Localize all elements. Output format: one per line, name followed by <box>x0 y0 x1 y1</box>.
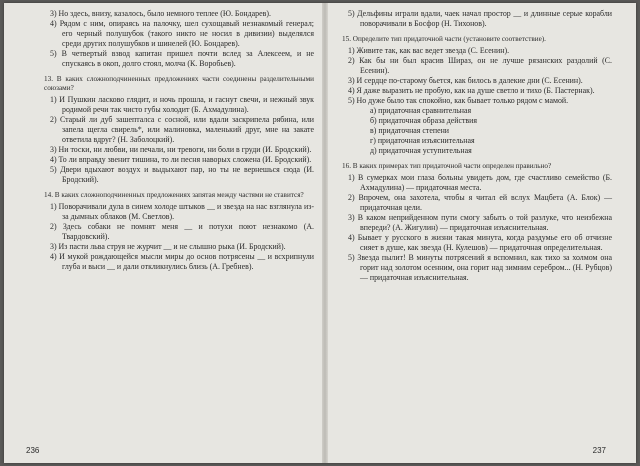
q15-item-5: 5) Но дуже было так спокойно, как бывает только рядом с мамой. <box>348 96 569 105</box>
left-item-3: 5) В четвертый взвод капитан пришел почти вслед за Алексеем, и не спускаясь в окоп, долго стоял, молча (К. Воробьев). <box>50 49 314 68</box>
left-page <box>44 9 314 272</box>
q16-item-1: 1) В сумерках мои глаза больны увидеть дом, где счастливо семейство (Б. Ахмадулина) — придаточная места. <box>348 173 612 192</box>
q16-item-4: 4) Бывает у русского в жизни такая минута, когда раздумье его об отчизне сияет в душе, как звезда (Н. Кулешов) — придаточная определительная. <box>348 233 612 252</box>
q15-option-e: д) придаточная уступительная <box>370 146 472 155</box>
left-item-2: 4) Рядом с ним, опираясь на палочку, шел сухощавый незнакомый генерал; его черный полушубок (такого никто не носил в дивизии) выделялся среди других полушубков и шинелей (Ю. Бондарев). <box>50 19 314 48</box>
q15-option-b: б) придаточная образа действия <box>370 116 477 125</box>
q15-item-1: 1) Живите так, как вас ведет звезда (С. Есенин). <box>348 46 510 55</box>
right-item-5: 5) Дельфины играли вдали, чаек начал простор __ и длинные серые корабли поворачивали в Босфор (Н. Тихонов). <box>348 9 612 28</box>
q14-item-2: 2) Здесь собаки не помнят меня __ и потухи поют незнакомо (А. Твардовский). <box>50 222 314 241</box>
q13-item-1: 1) И Пушкин ласково глядит, и ночь прошла, и гаснут свечи, и нежный звук родимой речи так чисто губы холодит (Б. Ахмадулина). <box>50 95 314 114</box>
q15-item-2: 2) Как бы ни был красив Шираз, он не лучше рязанских раздолий (С. Есенин). <box>348 56 612 75</box>
book-gutter <box>322 3 328 463</box>
left-page-number: 236 <box>26 446 40 455</box>
q15-item-4: 4) Я даже выразить не пробую, как на душе светло и тихо (Б. Пастернак). <box>348 86 595 95</box>
question-16: 16. В каких примерах тип придаточной части определен правильно? <box>342 162 552 170</box>
q13-item-5: 5) Двери вдыхают воздух и выдыхают пар, но ты не вернешься сюда (И. Бродский). <box>50 165 314 184</box>
right-page-number: 237 <box>592 446 606 455</box>
q13-item-2: 2) Старый ли дуб зашепталса с сосной, или вдали заскрипела рябина, или запела щегла свирель*, или малиновка, маленький друг, мне на закате ответила вдруг? (Н. Заболоцкий). <box>50 115 314 144</box>
q15-item-3: 3) И сердце по-старому бьется, как билось в далекие дни (С. Есенин). <box>348 76 583 85</box>
left-item-1: 3) Но здесь, внизу, казалось, было немного теплее (Ю. Бондарев). <box>50 9 271 18</box>
q15-option-c: в) придаточная степени <box>370 126 450 135</box>
right-page <box>342 9 612 283</box>
q14-item-4: 4) И мукой рождающейся мысли миры до основ потрясены __ и всхрипнули глуба и выси __ и дали откликнулись близь (А. Гребнев). <box>50 252 314 271</box>
q13-item-4: 4) То ли вправду звенит тишина, то ли песня наворых сложена (И. Бродский). <box>50 155 312 164</box>
question-14: 14. В каких сложноподчиненных предложениях запятая между частями не ставится? <box>44 191 304 199</box>
q14-item-3: 3) Из пасти льва струя не журчит __ и не слышно рыка (И. Бродский). <box>50 242 286 251</box>
question-15: 15. Определите тип придаточной части (установите соответствие). <box>342 35 546 43</box>
q14-item-1: 1) Поворачивали дула в синем холоде штыков __ и звезда на нас взглянула из-за дымных облаков (М. Светлов). <box>50 202 314 221</box>
q15-option-d: г) придаточная изъяснительная <box>370 136 475 145</box>
q13-item-3: 3) Ни тоски, ни любви, ни печали, ни тревоги, ни боли в груди (И. Бродский). <box>50 145 312 154</box>
q15-option-a: а) придаточная сравнительная <box>370 106 472 115</box>
q16-item-2: 2) Впрочем, она захотела, чтобы я читал ей вслух Мацбета (А. Блок) — придаточная цели. <box>348 193 612 212</box>
question-13: 13. В каких сложноподчиненных предложениях части соединены разделительными союзами? <box>44 75 314 92</box>
book-spread <box>4 3 636 463</box>
q16-item-3: 3) В каком неприйденном пути смогу забыть о той разлуке, что неизбежна впереди? (А. Жигулин) — придаточная изъяснительная. <box>348 213 612 232</box>
q16-item-5: 5) Звезда пылит! В минуты потрясений я вспомнил, как тихо за холмом она горит над золотом осенним, она горит над зимним серебром... (Н. Рубцов) — придаточная изъяснительная. <box>348 253 612 282</box>
